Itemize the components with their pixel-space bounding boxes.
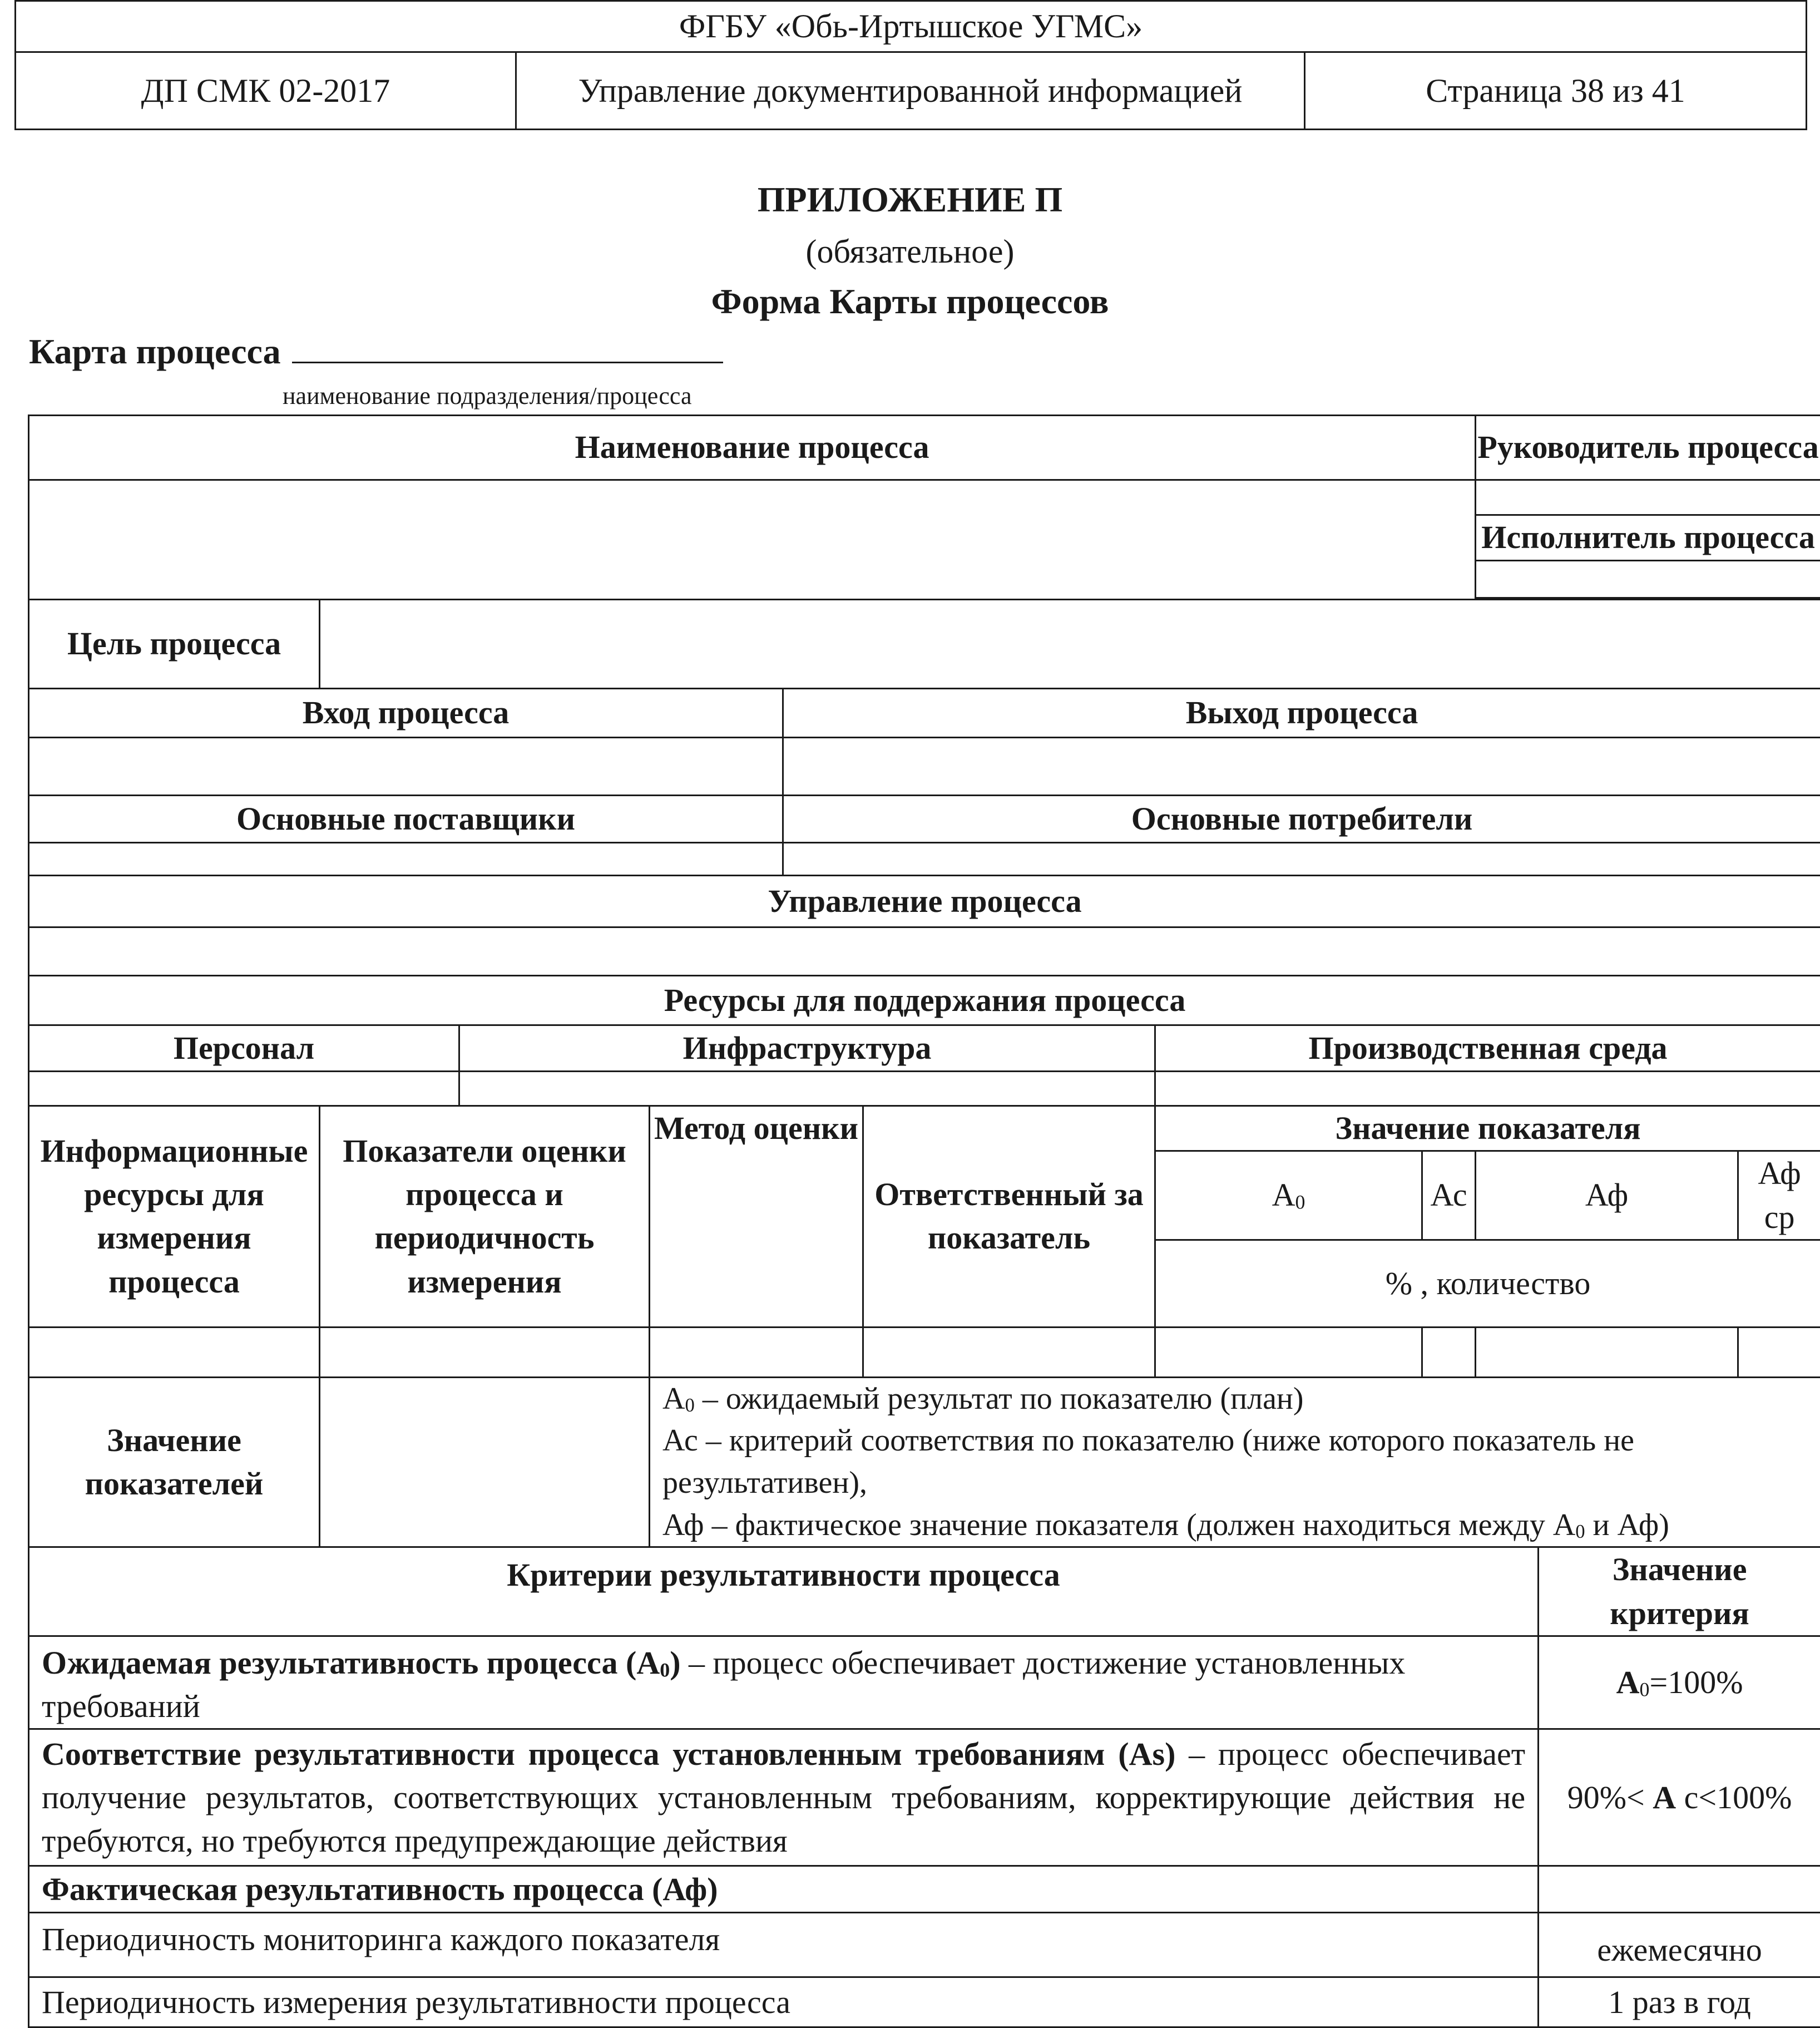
- personnel-field[interactable]: [29, 1072, 459, 1106]
- criteria-header: Критерии результативности процесса: [29, 1547, 1539, 1636]
- process-executor-field[interactable]: [1476, 561, 1820, 598]
- af-avg-field[interactable]: [1738, 1327, 1820, 1377]
- col-ac-header: Ас: [1422, 1151, 1476, 1240]
- process-owner-header: Руководитель процесса: [1476, 416, 1820, 480]
- suppliers-header: Основные поставщики: [29, 796, 783, 843]
- criterion-actual-value[interactable]: [1539, 1866, 1820, 1913]
- legend-ac: Ас – критерий соответствия по показателю (ниже которого показатель не результативен),: [662, 1420, 1820, 1504]
- legend-af: Аф – фактическое значение показателя (должен находиться между $А_0$ и Аф): [662, 1504, 1820, 1547]
- responsible-header: Ответственный за показатель: [863, 1106, 1155, 1328]
- process-control-header: Управление процесса: [29, 876, 1820, 927]
- measurement-frequency-value: 1 раз в год: [1539, 1977, 1820, 2027]
- indicators-header: Показатели оценки процесса и периодичность измерения: [320, 1106, 650, 1328]
- personnel-header: Персонал: [29, 1025, 459, 1072]
- process-input-field[interactable]: [29, 738, 783, 796]
- process-goal-field[interactable]: [320, 600, 1820, 689]
- criteria-value-header: Значение критерия: [1539, 1547, 1820, 1636]
- monitoring-frequency-value: ежемесячно: [1539, 1913, 1820, 1977]
- header-page-number: Страница 38 из 41: [1305, 52, 1807, 130]
- criterion-actual: Фактическая результативность процесса (Аф): [29, 1866, 1539, 1913]
- form-title: Форма Карты процессов: [0, 281, 1820, 322]
- process-name-header: Наименование процесса: [29, 416, 1476, 480]
- resources-header: Ресурсы для поддержания процесса: [29, 976, 1820, 1025]
- criterion-expected: Ожидаемая результативность процесса $(А_0)$ – процесс обеспечивает достижение установленных требований: [29, 1636, 1539, 1729]
- process-name-field[interactable]: [29, 480, 1476, 600]
- indicators-value-field[interactable]: [320, 1377, 650, 1547]
- info-resources-header: Информационные ресурсы для измерения процесса: [29, 1106, 320, 1328]
- process-input-header: Вход процесса: [29, 689, 783, 738]
- process-output-header: Выход процесса: [783, 689, 1820, 738]
- process-map-label: Карта процесса: [29, 332, 281, 371]
- col-a0-header: $А_0$: [1155, 1151, 1422, 1240]
- infrastructure-header: Инфраструктура: [459, 1025, 1155, 1072]
- criterion-conformity-value: 90%< А с<100%: [1539, 1729, 1820, 1866]
- col-af-header: Аф: [1476, 1151, 1738, 1240]
- method-header: Метод оценки: [650, 1106, 863, 1328]
- work-environment-header: Производственная среда: [1155, 1025, 1820, 1072]
- suppliers-field[interactable]: [29, 843, 783, 876]
- indicator-legend: [650, 1377, 1820, 1547]
- info-resources-field[interactable]: [29, 1327, 320, 1377]
- unit-label: % , количество: [1155, 1240, 1820, 1327]
- header-org: ФГБУ «Обь-Иртышское УГМС»: [16, 1, 1807, 52]
- process-map-caption: наименование подразделения/процесса: [283, 382, 691, 410]
- process-output-field[interactable]: [783, 738, 1820, 796]
- legend-a0: $А_0$ – ожидаемый результат по показателю (план): [662, 1378, 1820, 1420]
- criterion-conformity: Соответствие результативности процесса установленным требованиям (Аs) – процесс обеспечивает получение результатов, соответствующих установленным требованиям, корректирующие действия не требуются, но требуются предупреждающие действия: [29, 1729, 1539, 1866]
- indicators-value-label: Значение показателей: [29, 1377, 320, 1547]
- method-field[interactable]: [650, 1327, 863, 1377]
- consumers-field[interactable]: [783, 843, 1820, 876]
- measurement-frequency-label: Периодичность измерения результативности процесса: [29, 1977, 1539, 2027]
- process-control-field[interactable]: [29, 927, 1820, 976]
- work-environment-field[interactable]: [1155, 1072, 1820, 1106]
- ac-field[interactable]: [1422, 1327, 1476, 1377]
- indicator-value-header: Значение показателя: [1155, 1106, 1820, 1151]
- infrastructure-field[interactable]: [459, 1072, 1155, 1106]
- indicators-field[interactable]: [320, 1327, 650, 1377]
- appendix-subtitle: (обязательное): [0, 233, 1820, 271]
- header-doc-code: ДП СМК 02-2017: [16, 52, 516, 130]
- consumers-header: Основные потребители: [783, 796, 1820, 843]
- a0-field[interactable]: [1155, 1327, 1422, 1377]
- process-executor-header: Исполнитель процесса: [1476, 515, 1820, 561]
- appendix-title: ПРИЛОЖЕНИЕ П: [0, 179, 1820, 220]
- document-header: [14, 0, 1807, 130]
- monitoring-frequency-label: Периодичность мониторинга каждого показателя: [29, 1913, 1539, 1977]
- af-field[interactable]: [1476, 1327, 1738, 1377]
- responsible-field[interactable]: [863, 1327, 1155, 1377]
- process-owner-field[interactable]: [1476, 480, 1820, 515]
- header-doc-title: Управление документированной информацией: [516, 52, 1305, 130]
- process-goal-label: Цель процесса: [29, 600, 320, 689]
- col-af-avg-header: Аф ср: [1738, 1151, 1820, 1240]
- criterion-expected-value: $А_0=100\%$: [1539, 1636, 1820, 1729]
- process-map-name-blank[interactable]: [292, 330, 723, 363]
- process-map-label-row: [29, 330, 723, 372]
- process-map-form: [28, 415, 1820, 2028]
